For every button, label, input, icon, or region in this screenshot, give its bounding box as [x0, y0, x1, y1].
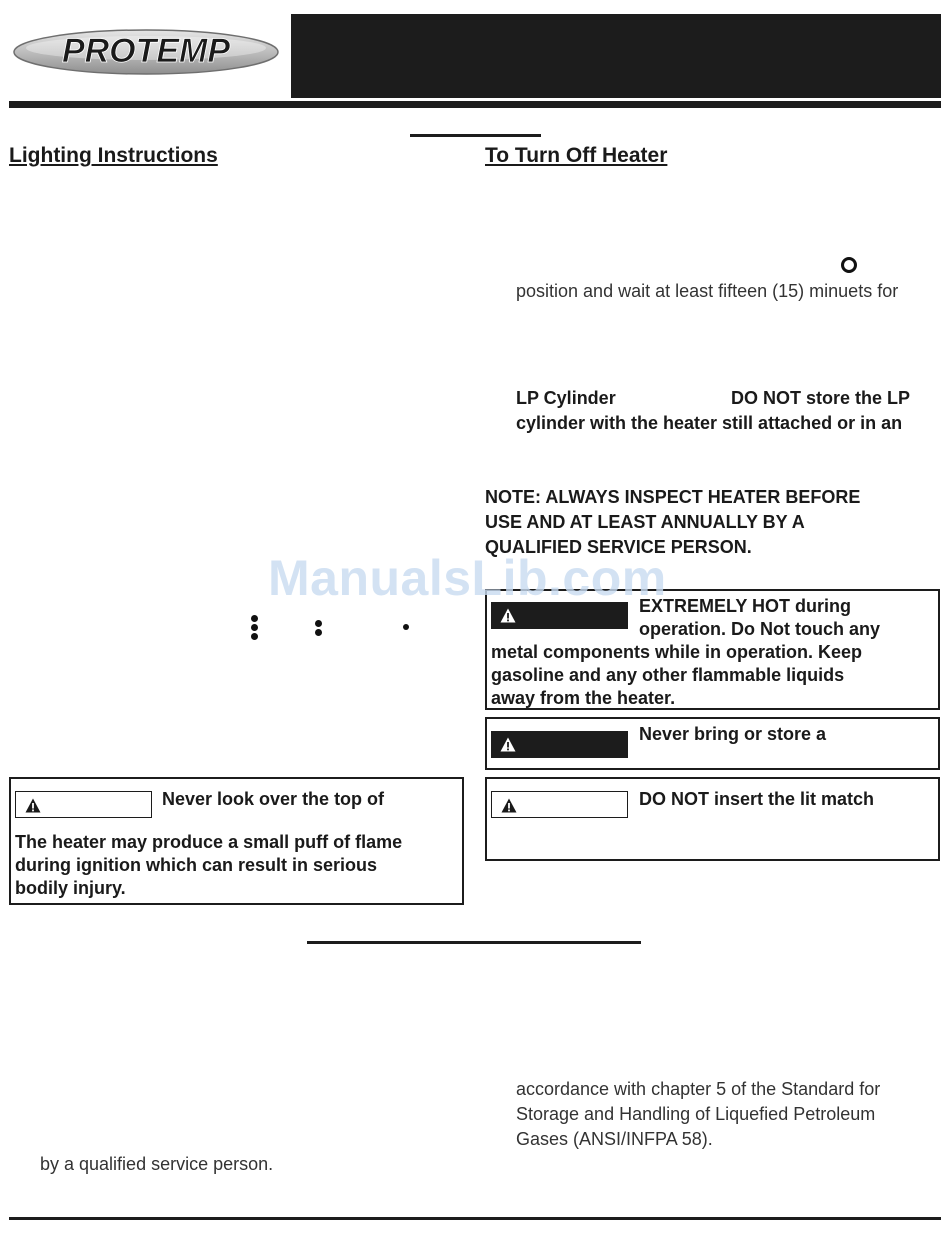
lp-cylinder-label: LP Cylinder	[516, 388, 616, 408]
turn-off-heater-heading: To Turn Off Heater	[485, 144, 668, 167]
warning-look-line: The heater may produce a small puff of flame	[15, 832, 403, 852]
warning-store-text: Never bring or store a	[639, 724, 827, 744]
off-position-line: position and wait at least fifteen (15) minuets for	[516, 281, 899, 301]
note-line: USE AND AT LEAST ANNUALLY BY A	[485, 512, 805, 532]
note-line: QUALIFIED SERVICE PERSON.	[485, 537, 752, 557]
warning-look-line: during ignition which can result in serious	[15, 855, 378, 875]
manualslib-watermark: ManualsLib.com	[268, 550, 667, 606]
warning-look-line: bodily injury.	[15, 878, 126, 898]
qualified-person-text: by a qualified service person.	[40, 1154, 274, 1174]
warning-hot-line: EXTREMELY HOT during	[639, 596, 852, 616]
warning-box-store	[485, 717, 940, 770]
warning-match-text: DO NOT insert the lit match	[639, 789, 875, 809]
lighting-instructions-heading: Lighting Instructions	[9, 144, 218, 167]
lp-cylinder-store-continued: cylinder with the heater still attached or in an	[516, 413, 903, 433]
warning-hot-line: operation. Do Not touch any	[639, 619, 880, 639]
warning-hot-first-lines	[639, 595, 880, 641]
warning-triangle-icon	[500, 737, 516, 752]
warning-badge	[15, 791, 152, 818]
storage-line: Gases (ANSI/INFPA 58).	[516, 1129, 713, 1149]
warning-triangle-icon	[25, 798, 41, 813]
warning-badge	[491, 731, 628, 758]
protemp-logo	[10, 14, 288, 98]
warning-box-extremely-hot	[485, 589, 940, 710]
lp-cylinder-store-warning: DO NOT store the LP	[731, 388, 911, 408]
header-bar	[291, 14, 941, 98]
warning-look-first-line: Never look over the top of	[162, 789, 385, 809]
warning-look-body	[15, 831, 402, 900]
section-title-rule	[410, 134, 541, 137]
header-rule	[9, 101, 941, 108]
warning-badge	[491, 791, 628, 818]
warning-box-look-over	[9, 777, 464, 905]
knob-position-dots-icon	[248, 612, 418, 644]
warning-hot-body	[491, 641, 862, 710]
svg-text:PROTEMP: PROTEMP	[61, 32, 231, 70]
note-line: NOTE: ALWAYS INSPECT HEATER BEFORE	[485, 487, 861, 507]
warning-triangle-icon	[500, 608, 516, 623]
storage-line: accordance with chapter 5 of the Standard for	[516, 1079, 881, 1099]
section-title-rule-bottom	[307, 941, 641, 944]
off-position-circle-icon	[841, 257, 857, 273]
warning-triangle-icon	[501, 798, 517, 813]
warning-hot-line: metal components while in operation. Keep	[491, 642, 863, 662]
warning-hot-line: away from the heater.	[491, 688, 676, 708]
warning-box-lit-match	[485, 777, 940, 861]
storage-line: Storage and Handling of Liquefied Petroleum	[516, 1104, 876, 1124]
storage-standard-text	[516, 1077, 880, 1152]
warning-hot-line: gasoline and any other flammable liquids	[491, 665, 845, 685]
footer-rule	[9, 1217, 941, 1220]
